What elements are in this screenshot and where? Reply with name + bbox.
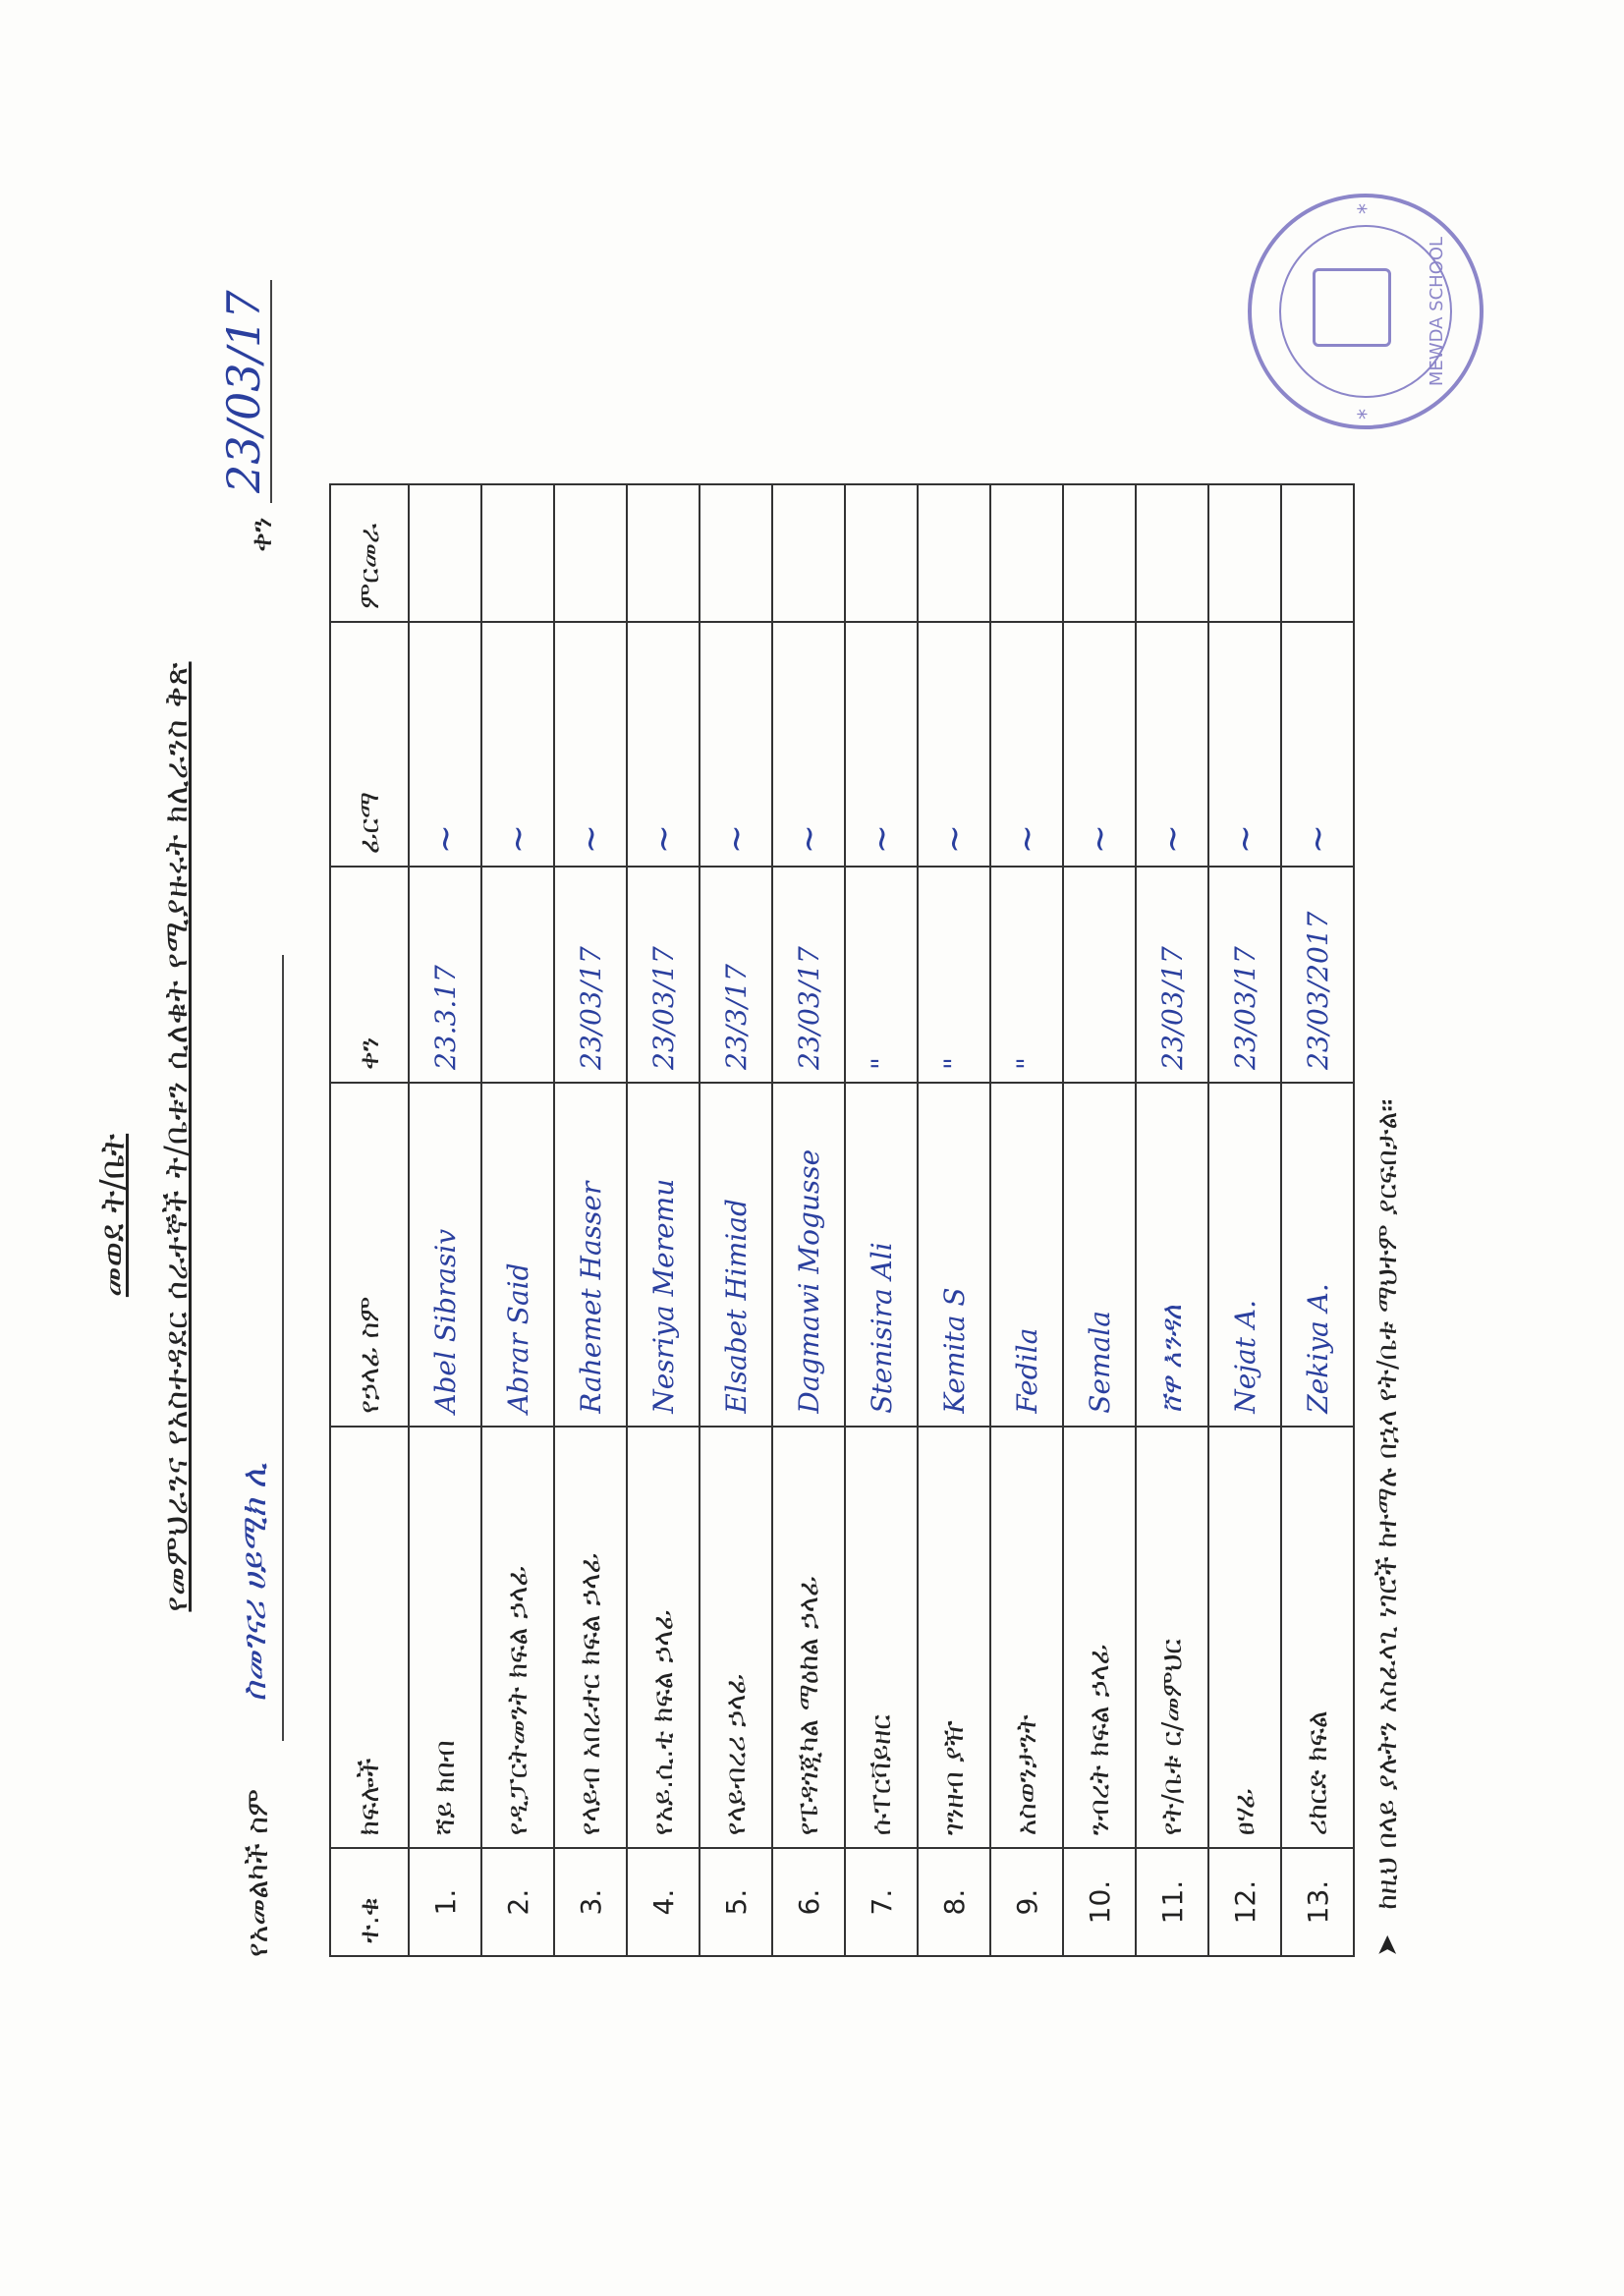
table-row xyxy=(409,484,481,1956)
row-date xyxy=(1063,867,1136,1083)
row-signature: ~ xyxy=(1136,622,1208,867)
row-department: የዲፓርትመንት ክፍል ኃላፊ xyxy=(481,1427,554,1848)
row-department: የአይ.ሲ.ቲ ክፍል ኃላፊ xyxy=(627,1427,700,1848)
arrow-icon: ➤ xyxy=(1371,1933,1403,1957)
header-remark: ምርመራ xyxy=(330,484,409,622)
applicant-row xyxy=(217,290,290,1957)
row-signature: ~ xyxy=(918,622,990,867)
row-remark xyxy=(1208,484,1281,622)
applicant-underline xyxy=(282,955,284,1741)
applicant-label: የአመልካች ስም xyxy=(241,1788,275,1957)
row-number: 10. xyxy=(1063,1848,1136,1956)
row-officer-name: Zekiya A. xyxy=(1281,1083,1354,1427)
row-department: ፀሃፊ xyxy=(1208,1427,1281,1848)
school-stamp xyxy=(1248,194,1484,429)
row-department: የት/ቤቱ ር/መምህር xyxy=(1136,1427,1208,1848)
row-number: 7. xyxy=(845,1848,918,1956)
table-row xyxy=(481,484,554,1956)
table-row xyxy=(990,484,1063,1956)
table-row xyxy=(772,484,845,1956)
row-signature: ~ xyxy=(772,622,845,867)
table-row xyxy=(627,484,700,1956)
table-row xyxy=(700,484,772,1956)
table-row xyxy=(1208,484,1281,1956)
form-heading: የመምህራንና የአስተዳደር ሰራተኞች ት/ቤቱን ሲለቁት የሚያዙሩት ክሊራንስ ቅጽ xyxy=(157,661,195,1612)
date-label: ቀን xyxy=(245,517,279,552)
table-row xyxy=(1136,484,1208,1956)
row-officer-name: Elsabet Himiad xyxy=(700,1083,772,1427)
star-icon: * xyxy=(1355,409,1379,420)
row-remark xyxy=(1136,484,1208,622)
row-date: 23/03/17 xyxy=(1136,867,1208,1083)
row-number: 12. xyxy=(1208,1848,1281,1956)
row-department: የፔዳጎጂካል ማዕከል ኃላፊ xyxy=(772,1427,845,1848)
row-officer-name: Nesriya Meremu xyxy=(627,1083,700,1427)
header-department: ክፍሎች xyxy=(330,1427,409,1848)
row-number: 11. xyxy=(1136,1848,1208,1956)
row-remark xyxy=(1281,484,1354,622)
clearance-table xyxy=(329,483,1355,1957)
row-remark xyxy=(409,484,481,622)
row-department: ሱፐርቫይዘር xyxy=(845,1427,918,1848)
table-row xyxy=(918,484,990,1956)
row-number: 1. xyxy=(409,1848,481,1956)
row-officer-name: Fedila xyxy=(990,1083,1063,1427)
row-signature: ~ xyxy=(1281,622,1354,867)
table-row xyxy=(1063,484,1136,1956)
row-signature: ~ xyxy=(409,622,481,867)
row-remark xyxy=(627,484,700,622)
row-signature: ~ xyxy=(1208,622,1281,867)
table-row xyxy=(1281,484,1354,1956)
row-department: የላይብረሪ ኃላፊ xyxy=(700,1427,772,1848)
row-date: 23/03/17 xyxy=(1208,867,1281,1083)
row-date: " xyxy=(845,867,918,1083)
row-number: 13. xyxy=(1281,1848,1354,1956)
header-officer-name: የኃላፊ ስም xyxy=(330,1083,409,1427)
row-officer-name: Stenisira Ali xyxy=(845,1083,918,1427)
star-icon: * xyxy=(1355,203,1379,214)
row-remark xyxy=(772,484,845,622)
table-row xyxy=(554,484,627,1956)
row-signature: ~ xyxy=(700,622,772,867)
row-date: 23.3.17 xyxy=(409,867,481,1083)
row-department: አስወንታንት xyxy=(990,1427,1063,1848)
row-number: 2. xyxy=(481,1848,554,1956)
header-number: ተ.ቁ xyxy=(330,1848,409,1956)
row-officer-name: Dagmawi Mogusse xyxy=(772,1083,845,1427)
row-signature: ~ xyxy=(627,622,700,867)
stamp-emblem-icon xyxy=(1313,268,1391,347)
row-number: 4. xyxy=(627,1848,700,1956)
row-date: " xyxy=(918,867,990,1083)
row-remark xyxy=(481,484,554,622)
table-row xyxy=(845,484,918,1956)
row-officer-name: Kemita S xyxy=(918,1083,990,1427)
row-department: ንብረት ክፍል ኃላፊ xyxy=(1063,1427,1136,1848)
school-title: መወደ ት/ቤት xyxy=(93,1133,133,1298)
row-remark xyxy=(918,484,990,622)
row-date: 23/03/17 xyxy=(627,867,700,1083)
row-remark xyxy=(1063,484,1136,622)
row-department: ሻይ ክበብ xyxy=(409,1427,481,1848)
stamp-text: MEWDA SCHOOL xyxy=(1427,236,1447,387)
row-number: 9. xyxy=(990,1848,1063,1956)
row-signature: ~ xyxy=(845,622,918,867)
applicant-name: ስመገናሪ ሀይሚክ ሊ xyxy=(235,1462,274,1702)
row-date: 23/03/17 xyxy=(554,867,627,1083)
row-signature: ~ xyxy=(481,622,554,867)
row-date: " xyxy=(990,867,1063,1083)
row-remark xyxy=(845,484,918,622)
row-number: 5. xyxy=(700,1848,772,1956)
row-date: 23/03/2017 xyxy=(1281,867,1354,1083)
row-remark xyxy=(700,484,772,622)
row-date: 23/3/17 xyxy=(700,867,772,1083)
row-department: ሪከርድ ክፍል xyxy=(1281,1427,1354,1848)
row-department: የላይብ አበራተር ክፍል ኃላፊ xyxy=(554,1427,627,1848)
table-header-row xyxy=(330,484,409,1956)
row-number: 3. xyxy=(554,1848,627,1956)
row-date xyxy=(481,867,554,1083)
row-officer-name: Abel Sibrasiv xyxy=(409,1083,481,1427)
row-remark xyxy=(554,484,627,622)
row-remark xyxy=(990,484,1063,622)
row-officer-name: Abrar Said xyxy=(481,1083,554,1427)
row-department: ገንዘብ ያዥ xyxy=(918,1427,990,1848)
row-signature: ~ xyxy=(990,622,1063,867)
header-date: ቀን xyxy=(330,867,409,1083)
row-officer-name: Semala xyxy=(1063,1083,1136,1427)
row-officer-name: Rahemet Hasser xyxy=(554,1083,627,1427)
row-officer-name: ሸዋ እንዳለ xyxy=(1136,1083,1208,1427)
footnote xyxy=(1371,1099,1404,1957)
footnote-text: ከዚህ በላይ ያሉትን አስፈላጊ ነገሮች ከተማሉ በኋላ የት/ቤቱ ማህተም ያርፍበታል። xyxy=(1371,1098,1403,1910)
date-value: 23/03/17 xyxy=(217,280,272,503)
row-officer-name: Nejat A. xyxy=(1208,1083,1281,1427)
row-date: 23/03/17 xyxy=(772,867,845,1083)
header-signature: ፊርማ xyxy=(330,622,409,867)
row-number: 6. xyxy=(772,1848,845,1956)
row-signature: ~ xyxy=(1063,622,1136,867)
row-signature: ~ xyxy=(554,622,627,867)
row-number: 8. xyxy=(918,1848,990,1956)
